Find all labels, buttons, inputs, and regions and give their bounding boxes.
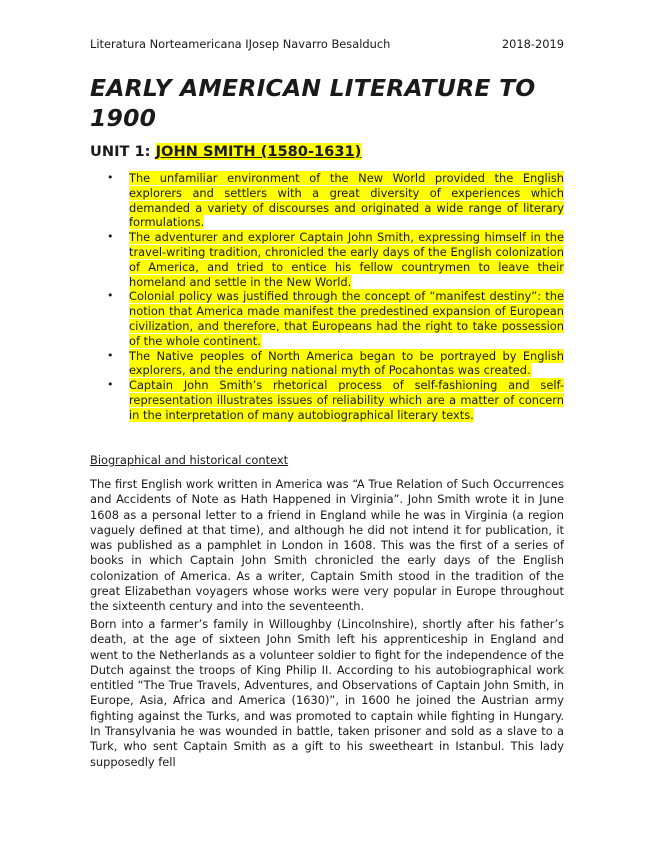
key-point [90, 171, 564, 230]
bullet-icon: • [107, 289, 114, 303]
page-title: EARLY AMERICAN LITERATURE TO 1900 [90, 74, 536, 132]
key-point [90, 289, 564, 348]
key-point-text: Captain John Smith’s rhetorical process of self-fashioning and self-representation illustrates issues of reliability which are a matter of concern in the interpretation of many autobiographical literary texts. [129, 378, 564, 422]
bullet-icon: • [107, 171, 114, 184]
key-point-text: The Native peoples of North America began to be portrayed by English explorers, and the enduring national myth of Pocahontas was created. [129, 348, 564, 378]
key-point-text: The adventurer and explorer Captain John Smith, expressing himself in the travel-writing tradition, chronicled the early days of the English colonization of America, and tried to entice his fellow countrymen to leave their homeland and settle in the New World. [129, 230, 564, 289]
unit-name: JOHN SMITH (1580-1631) [155, 143, 362, 160]
unit-heading [90, 143, 361, 160]
key-points-list [90, 171, 564, 423]
key-point [90, 378, 564, 422]
bullet-icon: • [107, 378, 114, 392]
header-author: Josep Navarro Besalduch [248, 37, 391, 51]
page-header [90, 37, 564, 51]
header-course-title: Literatura Norteamericana I [90, 37, 249, 51]
key-point [90, 230, 564, 289]
bullet-icon: • [107, 348, 114, 362]
key-point-text: Colonial policy was justified through the concept of “manifest destiny”: the notion that America made manifest the predestined expansion of European civilization, and therefore, that Europeans had the right to take possession of the whole continent. [129, 289, 564, 348]
key-point-text: The unfamiliar environment of the New World provided the English explorers and settlers with a great diversity of experiences which demanded a variety of discourses and originated a wide range of literary formulations. [129, 171, 564, 230]
header-course [90, 37, 390, 51]
unit-label: UNIT 1: [90, 143, 156, 160]
body-paragraph: Born into a farmer’s family in Willoughby (Lincolnshire), shortly after his father’s death, at the age of sixteen John Smith left his apprenticeship in England and went to the Netherlands as a volunteer soldier to fight for the independence of the Dutch against the troops of King Philip II. According to his autobiographical work entitled “The True Travels, Adventures, and Observations of Captain John Smith, in Europe, Asia, Africa and America (1630)”, in 1600 he joined the Austrian army fighting against the Turks, and was promoted to captain while fighting in Hungary. In Transylvania he was wounded in battle, taken prisoner and sold as a slave to a Turk, who sent Captain Smith as a gift to his sweetheart in Istanbul. This lady supposedly fell [90, 617, 564, 769]
header-year: 2018-2019 [501, 37, 564, 51]
key-point [90, 349, 564, 379]
body-paragraph: The first English work written in America was “A True Relation of Such Occurrences and Accidents of Note as Hath Happened in Virginia”. John Smith wrote it in June 1608 as a personal letter to a friend in England while he was in Virginia (a region vaguely defined at that time), and although he did not intend it for publication, it was published as a pamphlet in London in 1608. This was the first of a series of books in which Captain John Smith chronicled the early days of the English colonization of America. As a writer, Captain Smith stood in the tradition of the great Elizabethan voyagers whose works were very popular in Europe throughout the sixteenth century and into the seventeenth. [90, 477, 564, 614]
section-heading: Biographical and historical context [90, 453, 289, 467]
bullet-icon: • [107, 230, 114, 244]
